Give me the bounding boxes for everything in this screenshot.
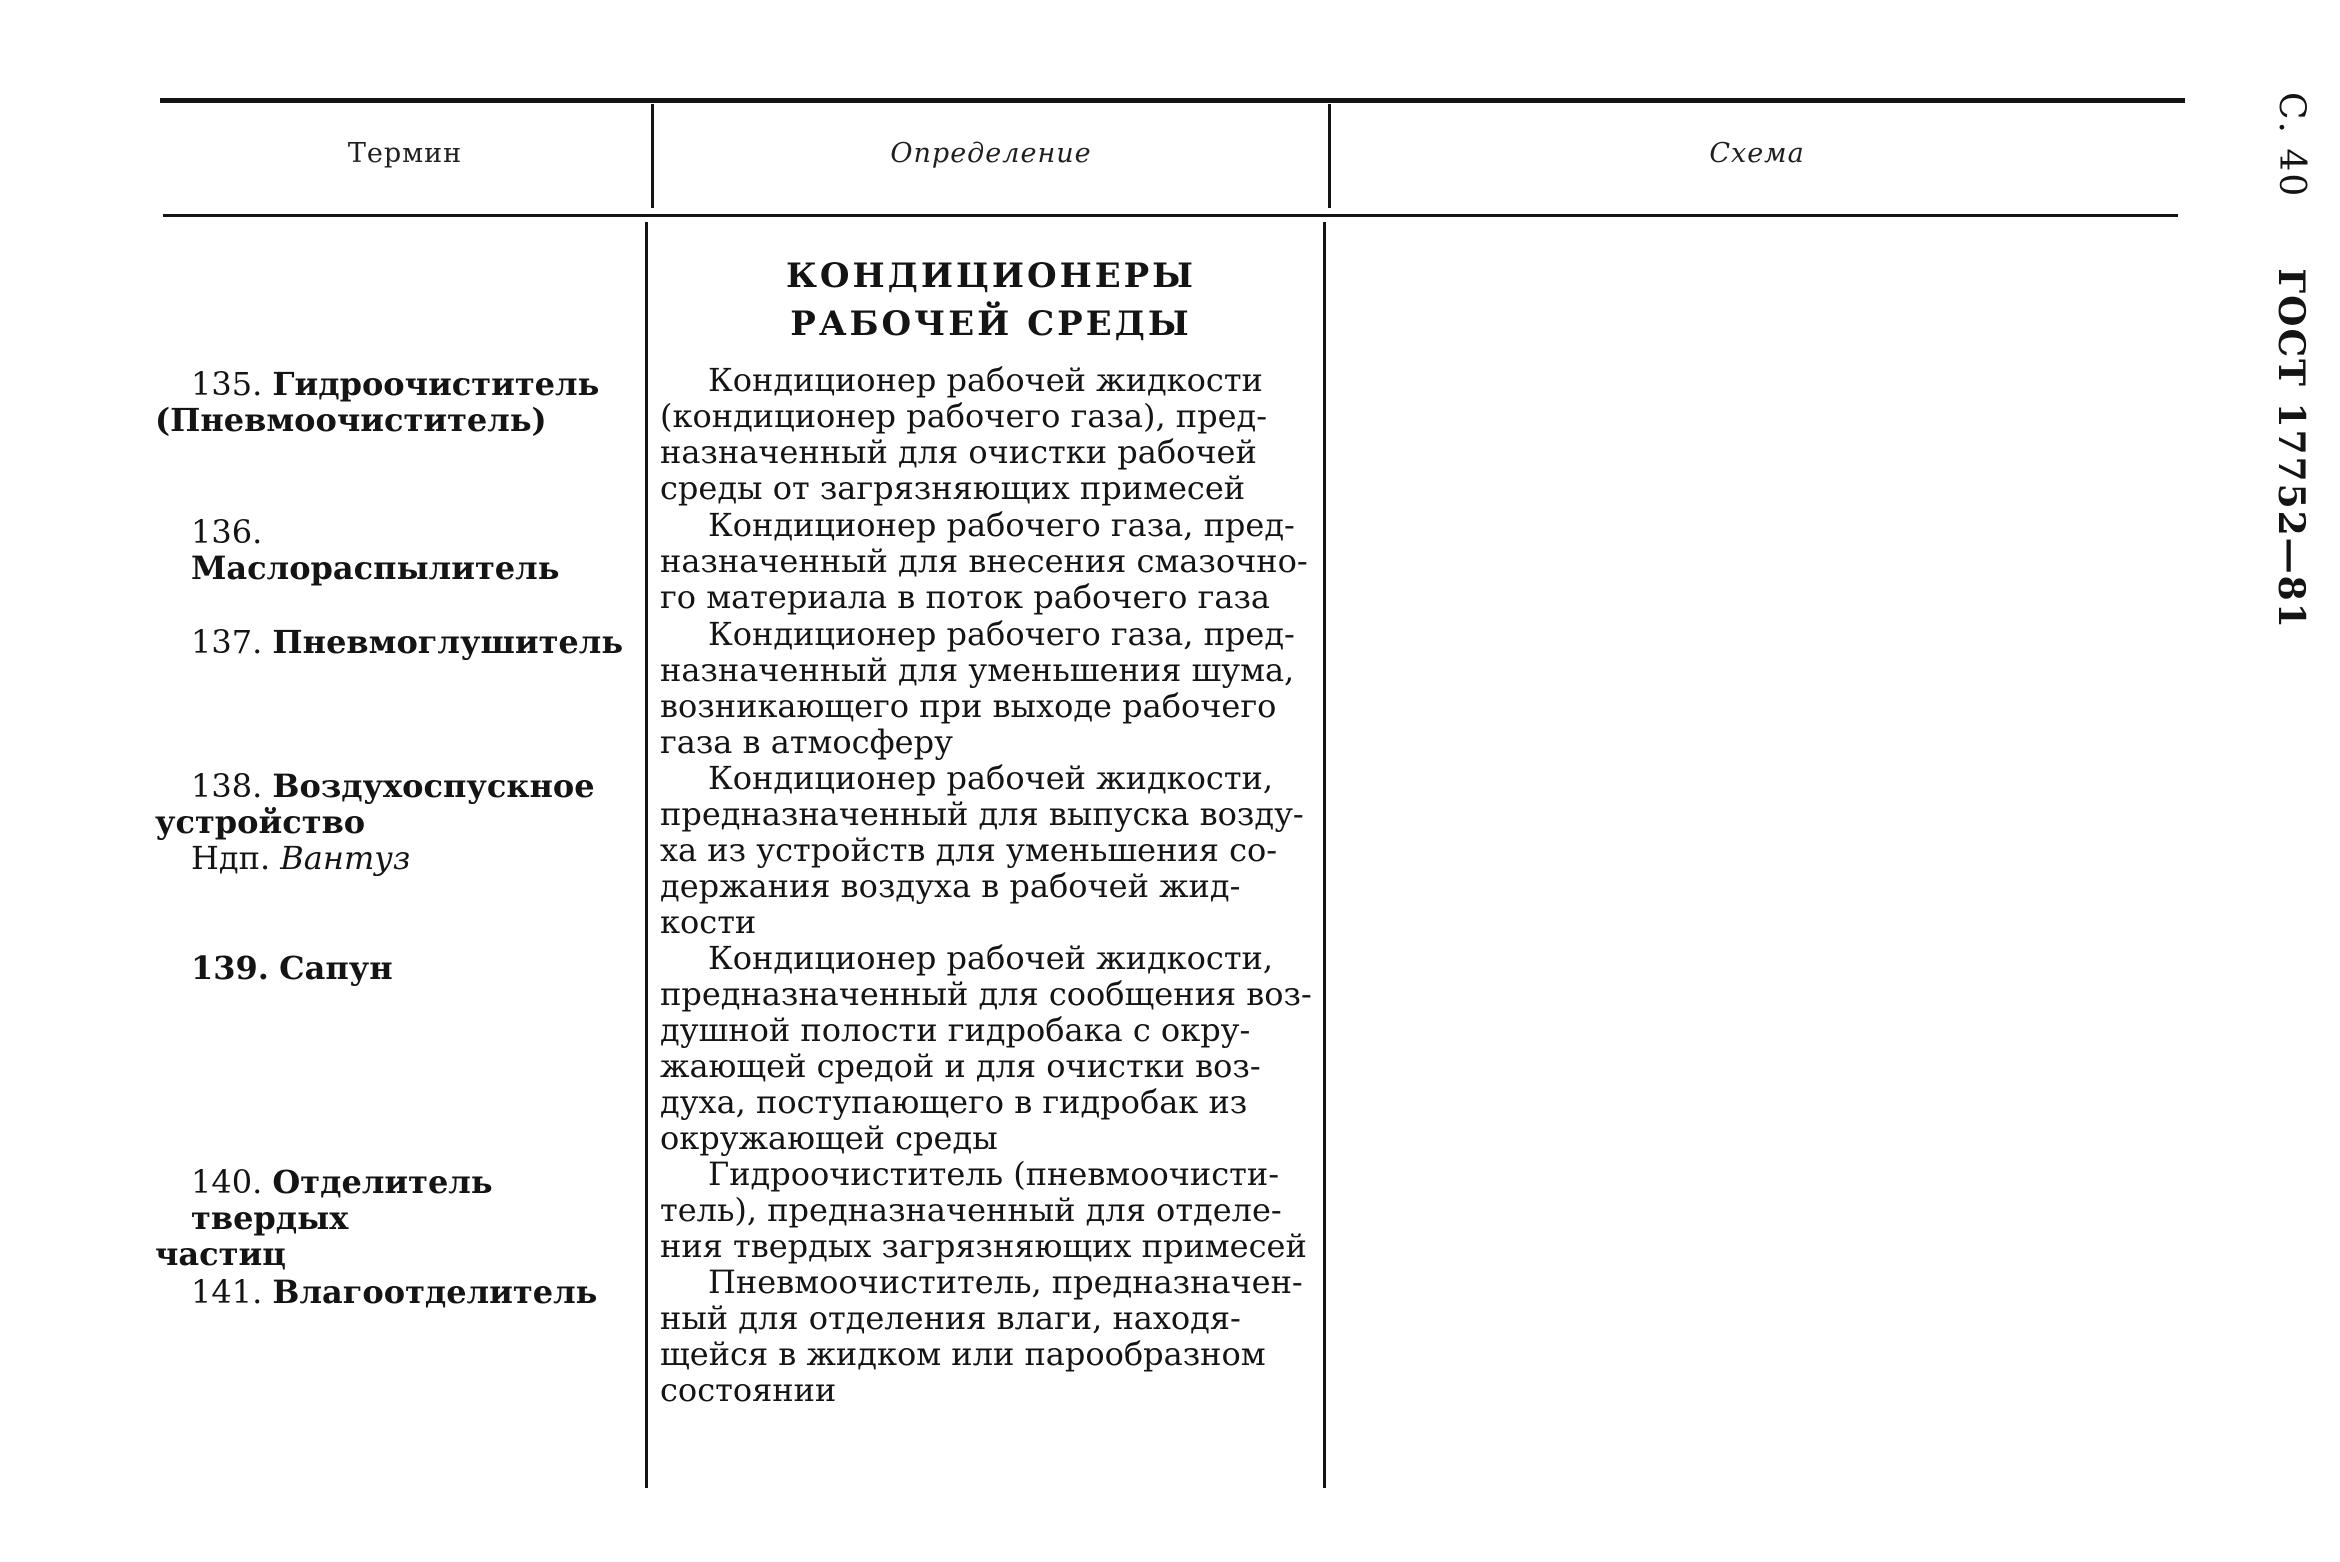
column-divider-1: [651, 104, 654, 208]
term-number: 140.: [191, 1163, 263, 1201]
term-continuation: частиц: [155, 1235, 286, 1273]
standard-code: ГОСТ 17752—81: [2270, 268, 2312, 630]
term-138: [155, 768, 630, 876]
term-name: Воздухоспускное: [272, 767, 595, 805]
term-141: [155, 1274, 630, 1310]
definition-136: Кондиционер рабочего газа, пред- назначенный для внесения смазочно- го материала в поток рабочего газа: [660, 506, 1308, 616]
term-number: 135.: [191, 365, 263, 403]
definition-141: Пневмоочиститель, предназначен- ный для отделения влаги, находя- щейся в жидком или парообразном состоянии: [660, 1263, 1303, 1409]
definition-137: Кондиционер рабочего газа, пред- назначенный для уменьшения шума, возникающего при выходе рабочего газа в атмосферу: [660, 615, 1295, 761]
column-divider-1-body: [645, 222, 648, 1488]
term-name: Сапун: [279, 949, 393, 987]
side-running-head: [2270, 92, 2312, 630]
definition-139: Кондиционер рабочей жидкости, предназначенный для сообщения воз- душной полости гидробака с окру- жающей средой и для очистки воз- духа, поступающего в гидробак из окружающей среды: [660, 939, 1312, 1157]
term-number: 139.: [191, 949, 269, 987]
term-name: Влагоотделитель: [272, 1273, 598, 1311]
table-top-rule: [160, 98, 2185, 103]
term-name: Гидроочиститель: [272, 365, 600, 403]
term-continuation: устройство: [155, 803, 366, 841]
term-136: [155, 514, 630, 586]
definition-140: Гидроочиститель (пневмоочисти- тель), предназначенный для отделе- ния твердых загрязняющих примесей: [660, 1155, 1307, 1265]
term-137: [155, 624, 630, 660]
header-term: Термин: [347, 138, 463, 169]
ndp-label: Ндп.: [191, 839, 271, 877]
term-number: 136.: [191, 513, 263, 551]
term-135: [155, 366, 630, 438]
term-number: 138.: [191, 767, 263, 805]
section-title-line-1: КОНДИЦИОНЕРЫ: [785, 256, 1197, 296]
ndp-term: Вантуз: [280, 839, 411, 877]
term-name: Пневмоглушитель: [272, 623, 624, 661]
term-name: Маслораспылитель: [191, 549, 560, 587]
header-definition: Определение: [890, 138, 1092, 169]
term-name: Отделитель твердых: [191, 1163, 493, 1237]
definition-135: Кондиционер рабочей жидкости (кондиционер рабочего газа), пред- назначенный для очистки рабочей среды от загрязняющих примесей: [660, 361, 1268, 507]
term-140: [155, 1164, 630, 1272]
page-number: С. 40: [2271, 92, 2312, 199]
table-header-rule: [163, 214, 2178, 217]
term-139: [155, 950, 630, 986]
section-title: [655, 252, 1327, 348]
term-alt: (Пневмоочиститель): [155, 401, 547, 439]
column-divider-2: [1328, 104, 1331, 208]
definition-138: Кондиционер рабочей жидкости, предназначенный для выпуска возду- ха из устройств для уменьшения со- держания воздуха в рабочей жид- кости: [660, 759, 1304, 941]
term-number: 137.: [191, 623, 263, 661]
column-divider-2-body: [1323, 222, 1326, 1488]
section-title-line-2: РАБОЧЕЙ СРЕДЫ: [790, 304, 1192, 344]
term-number: 141.: [191, 1273, 263, 1311]
header-scheme: Схема: [1709, 138, 1805, 169]
